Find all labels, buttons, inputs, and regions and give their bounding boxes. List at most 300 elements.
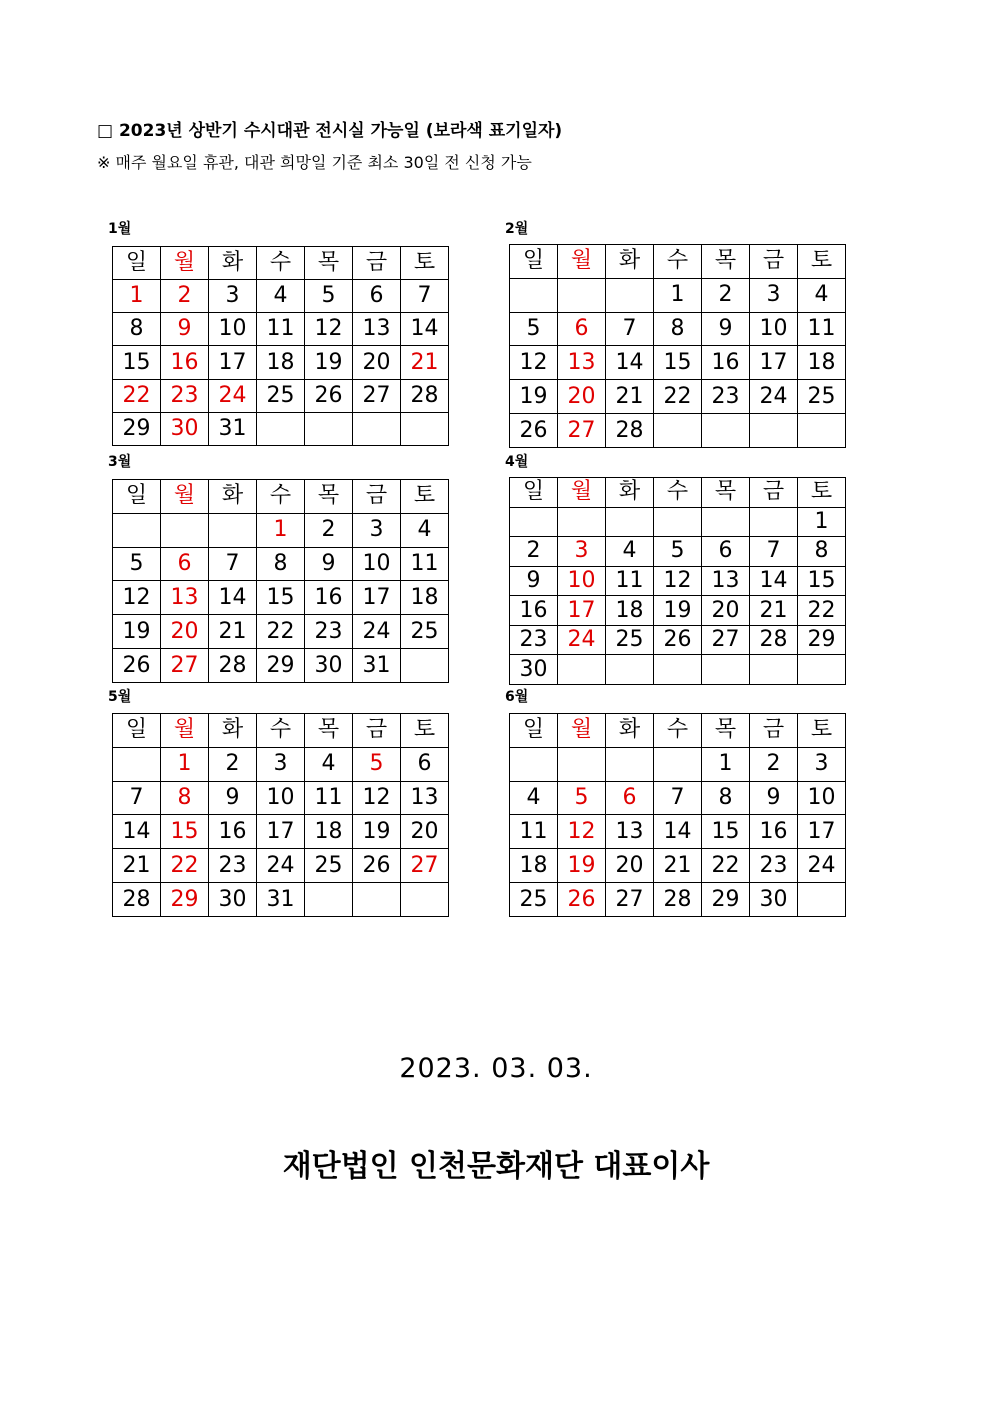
document-date: 2023. 03. 03. [399,1053,593,1084]
day-cell: 23 [750,849,798,883]
day-cell: 18 [305,815,353,849]
day-cell [558,507,606,537]
day-cell: 14 [654,815,702,849]
day-cell [401,649,449,683]
day-cell [798,655,846,685]
day-cell: 22 [257,615,305,649]
week-row [113,781,449,815]
day-cell: 30 [161,412,209,445]
month-calendar-table [509,713,846,917]
day-cell: 16 [161,346,209,379]
day-cell: 8 [702,781,750,815]
day-cell: 17 [750,346,798,380]
day-cell [305,412,353,445]
day-cell: 5 [654,537,702,567]
day-cell: 15 [161,815,209,849]
weekday-header-cell: 금 [750,245,798,279]
day-cell: 9 [209,781,257,815]
day-cell [401,883,449,917]
week-row [510,625,846,655]
day-cell: 19 [353,815,401,849]
day-cell [257,412,305,445]
page-title: □ 2023년 상반기 수시대관 전시실 가능일 (보라색 표기일자) [97,121,563,141]
day-cell: 21 [750,596,798,626]
day-cell: 10 [798,781,846,815]
day-cell: 18 [606,596,654,626]
day-cell: 19 [113,615,161,649]
day-cell [702,655,750,685]
day-cell: 16 [702,346,750,380]
day-cell: 15 [798,566,846,596]
weekday-header-cell: 월 [161,247,209,280]
day-cell: 5 [305,280,353,313]
day-cell: 1 [257,513,305,547]
weekday-header-cell: 일 [113,714,161,748]
weekday-header-cell: 금 [353,480,401,514]
day-cell [510,278,558,312]
day-cell: 8 [161,781,209,815]
week-row [510,507,846,537]
day-cell: 17 [257,815,305,849]
day-cell: 12 [353,781,401,815]
day-cell: 5 [353,747,401,781]
weekday-header-cell: 토 [798,714,846,748]
day-cell [654,747,702,781]
day-cell: 27 [161,649,209,683]
day-cell [654,507,702,537]
month-label: 4월 [505,454,529,470]
day-cell: 12 [113,581,161,615]
day-cell: 10 [750,312,798,346]
day-cell: 30 [750,883,798,917]
weekday-header-cell: 화 [606,478,654,508]
day-cell: 17 [353,581,401,615]
weekday-header-row [113,480,449,514]
day-cell: 9 [702,312,750,346]
weekday-header-cell: 목 [702,478,750,508]
day-cell: 27 [702,625,750,655]
day-cell: 24 [750,380,798,414]
day-cell: 15 [257,581,305,615]
day-cell: 28 [606,414,654,448]
day-cell: 11 [606,566,654,596]
day-cell: 28 [750,625,798,655]
day-cell: 24 [798,849,846,883]
day-cell [606,655,654,685]
weekday-header-cell: 목 [305,714,353,748]
day-cell: 23 [305,615,353,649]
day-cell: 25 [798,380,846,414]
day-cell: 29 [257,649,305,683]
day-cell [510,747,558,781]
weekday-header-row [510,245,846,279]
day-cell: 5 [558,781,606,815]
day-cell: 10 [558,566,606,596]
week-row [113,581,449,615]
day-cell [401,412,449,445]
day-cell: 4 [510,781,558,815]
day-cell: 17 [558,596,606,626]
weekday-header-cell: 수 [257,480,305,514]
weekday-header-row [510,478,846,508]
day-cell: 21 [209,615,257,649]
day-cell: 13 [606,815,654,849]
day-cell: 2 [750,747,798,781]
day-cell [750,414,798,448]
day-cell: 25 [305,849,353,883]
week-row [510,655,846,685]
week-row [113,379,449,412]
day-cell [113,747,161,781]
day-cell [750,507,798,537]
day-cell [209,513,257,547]
day-cell: 14 [606,346,654,380]
day-cell: 9 [305,547,353,581]
month-calendar-table [509,477,846,685]
day-cell [702,507,750,537]
month-label: 6월 [505,689,529,705]
week-row [510,815,846,849]
day-cell: 11 [510,815,558,849]
week-row [510,566,846,596]
day-cell: 1 [798,507,846,537]
weekday-header-cell: 목 [305,247,353,280]
month-label: 3월 [108,454,132,470]
weekday-header-cell: 토 [401,247,449,280]
weekday-header-cell: 수 [257,714,305,748]
month-label: 5월 [108,689,132,705]
day-cell: 25 [257,379,305,412]
day-cell: 3 [209,280,257,313]
month-calendar-table [112,479,449,683]
day-cell: 1 [161,747,209,781]
week-row [113,747,449,781]
weekday-header-cell: 월 [161,714,209,748]
week-row [113,346,449,379]
weekday-header-cell: 일 [113,480,161,514]
day-cell: 17 [798,815,846,849]
day-cell: 24 [209,379,257,412]
day-cell: 28 [654,883,702,917]
week-row [510,849,846,883]
day-cell: 5 [113,547,161,581]
day-cell [353,883,401,917]
weekday-header-cell: 토 [798,245,846,279]
day-cell: 7 [113,781,161,815]
day-cell [558,278,606,312]
day-cell: 7 [401,280,449,313]
day-cell: 14 [401,313,449,346]
day-cell: 18 [401,581,449,615]
day-cell: 8 [113,313,161,346]
weekday-header-cell: 수 [654,714,702,748]
day-cell: 20 [702,596,750,626]
day-cell: 4 [257,280,305,313]
day-cell: 22 [161,849,209,883]
day-cell: 20 [161,615,209,649]
day-cell: 27 [606,883,654,917]
weekday-header-cell: 화 [606,714,654,748]
day-cell: 14 [209,581,257,615]
weekday-header-cell: 수 [654,478,702,508]
day-cell [606,507,654,537]
day-cell: 24 [257,849,305,883]
week-row [510,747,846,781]
day-cell [113,513,161,547]
day-cell: 16 [209,815,257,849]
day-cell: 18 [257,346,305,379]
day-cell: 12 [510,346,558,380]
week-row [113,412,449,445]
day-cell: 14 [113,815,161,849]
day-cell: 7 [606,312,654,346]
day-cell: 14 [750,566,798,596]
day-cell: 12 [558,815,606,849]
day-cell: 7 [209,547,257,581]
day-cell: 1 [113,280,161,313]
day-cell: 21 [606,380,654,414]
day-cell: 31 [209,412,257,445]
weekday-header-cell: 월 [161,480,209,514]
day-cell: 23 [161,379,209,412]
month-label: 1월 [108,221,132,237]
weekday-header-cell: 토 [798,478,846,508]
weekday-header-row [113,247,449,280]
day-cell: 22 [702,849,750,883]
week-row [113,849,449,883]
day-cell [558,747,606,781]
day-cell: 30 [510,655,558,685]
day-cell: 6 [606,781,654,815]
day-cell: 15 [113,346,161,379]
day-cell: 28 [209,649,257,683]
weekday-header-cell: 수 [257,247,305,280]
week-row [510,380,846,414]
day-cell [702,414,750,448]
day-cell: 18 [510,849,558,883]
day-cell: 9 [161,313,209,346]
day-cell [606,747,654,781]
day-cell: 12 [305,313,353,346]
day-cell: 13 [353,313,401,346]
weekday-header-cell: 월 [558,714,606,748]
day-cell: 19 [510,380,558,414]
week-row [510,883,846,917]
weekday-header-row [510,714,846,748]
day-cell: 16 [510,596,558,626]
day-cell [654,414,702,448]
day-cell [305,883,353,917]
day-cell: 17 [209,346,257,379]
day-cell: 9 [510,566,558,596]
weekday-header-cell: 금 [750,478,798,508]
day-cell: 21 [401,346,449,379]
weekday-header-cell: 수 [654,245,702,279]
day-cell: 11 [401,547,449,581]
day-cell: 26 [558,883,606,917]
day-cell: 13 [558,346,606,380]
day-cell: 26 [353,849,401,883]
day-cell: 30 [209,883,257,917]
day-cell: 4 [305,747,353,781]
day-cell: 20 [558,380,606,414]
day-cell: 2 [209,747,257,781]
day-cell: 15 [702,815,750,849]
day-cell: 28 [113,883,161,917]
day-cell: 25 [401,615,449,649]
week-row [113,649,449,683]
week-row [510,537,846,567]
day-cell: 4 [401,513,449,547]
day-cell: 1 [702,747,750,781]
week-row [510,346,846,380]
day-cell [353,412,401,445]
day-cell: 16 [305,581,353,615]
weekday-header-cell: 토 [401,714,449,748]
day-cell: 8 [654,312,702,346]
weekday-header-cell: 월 [558,478,606,508]
weekday-header-cell: 일 [510,245,558,279]
day-cell: 8 [257,547,305,581]
day-cell [750,655,798,685]
weekday-header-cell: 목 [305,480,353,514]
day-cell: 25 [606,625,654,655]
day-cell: 13 [401,781,449,815]
day-cell: 10 [257,781,305,815]
day-cell: 3 [257,747,305,781]
organization-signature: 재단법인 인천문화재단 대표이사 [282,1149,710,1184]
day-cell: 7 [750,537,798,567]
day-cell: 21 [113,849,161,883]
weekday-header-cell: 화 [606,245,654,279]
day-cell [654,655,702,685]
weekday-header-cell: 화 [209,714,257,748]
day-cell: 1 [654,278,702,312]
day-cell: 22 [798,596,846,626]
day-cell [510,507,558,537]
day-cell: 2 [161,280,209,313]
week-row [510,312,846,346]
day-cell: 19 [654,596,702,626]
day-cell: 20 [401,815,449,849]
day-cell: 10 [353,547,401,581]
day-cell: 22 [654,380,702,414]
week-row [113,815,449,849]
day-cell: 25 [510,883,558,917]
month-label: 2월 [505,221,529,237]
day-cell: 9 [750,781,798,815]
day-cell: 16 [750,815,798,849]
day-cell: 20 [353,346,401,379]
day-cell: 7 [654,781,702,815]
day-cell: 26 [510,414,558,448]
weekday-header-cell: 일 [113,247,161,280]
week-row [113,313,449,346]
day-cell: 6 [558,312,606,346]
week-row [113,513,449,547]
day-cell: 13 [161,581,209,615]
day-cell: 26 [305,379,353,412]
weekday-header-cell: 화 [209,480,257,514]
day-cell: 20 [606,849,654,883]
day-cell: 19 [558,849,606,883]
weekday-header-cell: 일 [510,478,558,508]
day-cell: 21 [654,849,702,883]
month-calendar-table [112,246,449,446]
week-row [510,781,846,815]
day-cell: 22 [113,379,161,412]
day-cell: 6 [702,537,750,567]
weekday-header-cell: 월 [558,245,606,279]
weekday-header-row [113,714,449,748]
day-cell: 31 [353,649,401,683]
day-cell: 10 [209,313,257,346]
week-row [113,547,449,581]
day-cell: 6 [401,747,449,781]
day-cell: 27 [558,414,606,448]
day-cell: 24 [353,615,401,649]
day-cell: 29 [798,625,846,655]
day-cell: 3 [353,513,401,547]
day-cell: 19 [305,346,353,379]
day-cell: 26 [654,625,702,655]
day-cell [161,513,209,547]
day-cell: 8 [798,537,846,567]
day-cell: 5 [510,312,558,346]
week-row [510,414,846,448]
weekday-header-cell: 금 [750,714,798,748]
week-row [510,278,846,312]
weekday-header-cell: 목 [702,714,750,748]
day-cell: 15 [654,346,702,380]
day-cell: 4 [606,537,654,567]
weekday-header-cell: 일 [510,714,558,748]
day-cell: 3 [798,747,846,781]
month-calendar-table [509,244,846,448]
day-cell: 29 [113,412,161,445]
day-cell: 6 [353,280,401,313]
day-cell: 3 [558,537,606,567]
day-cell: 29 [702,883,750,917]
weekday-header-cell: 금 [353,714,401,748]
day-cell: 11 [305,781,353,815]
day-cell [558,655,606,685]
day-cell: 2 [702,278,750,312]
day-cell: 23 [209,849,257,883]
day-cell: 27 [353,379,401,412]
day-cell: 27 [401,849,449,883]
day-cell: 4 [798,278,846,312]
weekday-header-cell: 화 [209,247,257,280]
day-cell: 23 [510,625,558,655]
day-cell: 12 [654,566,702,596]
day-cell: 3 [750,278,798,312]
day-cell: 18 [798,346,846,380]
day-cell: 31 [257,883,305,917]
day-cell [798,883,846,917]
day-cell: 23 [702,380,750,414]
week-row [113,615,449,649]
week-row [113,280,449,313]
day-cell: 29 [161,883,209,917]
day-cell: 11 [257,313,305,346]
weekday-header-cell: 금 [353,247,401,280]
day-cell: 13 [702,566,750,596]
day-cell [606,278,654,312]
week-row [510,596,846,626]
day-cell: 2 [305,513,353,547]
day-cell: 6 [161,547,209,581]
